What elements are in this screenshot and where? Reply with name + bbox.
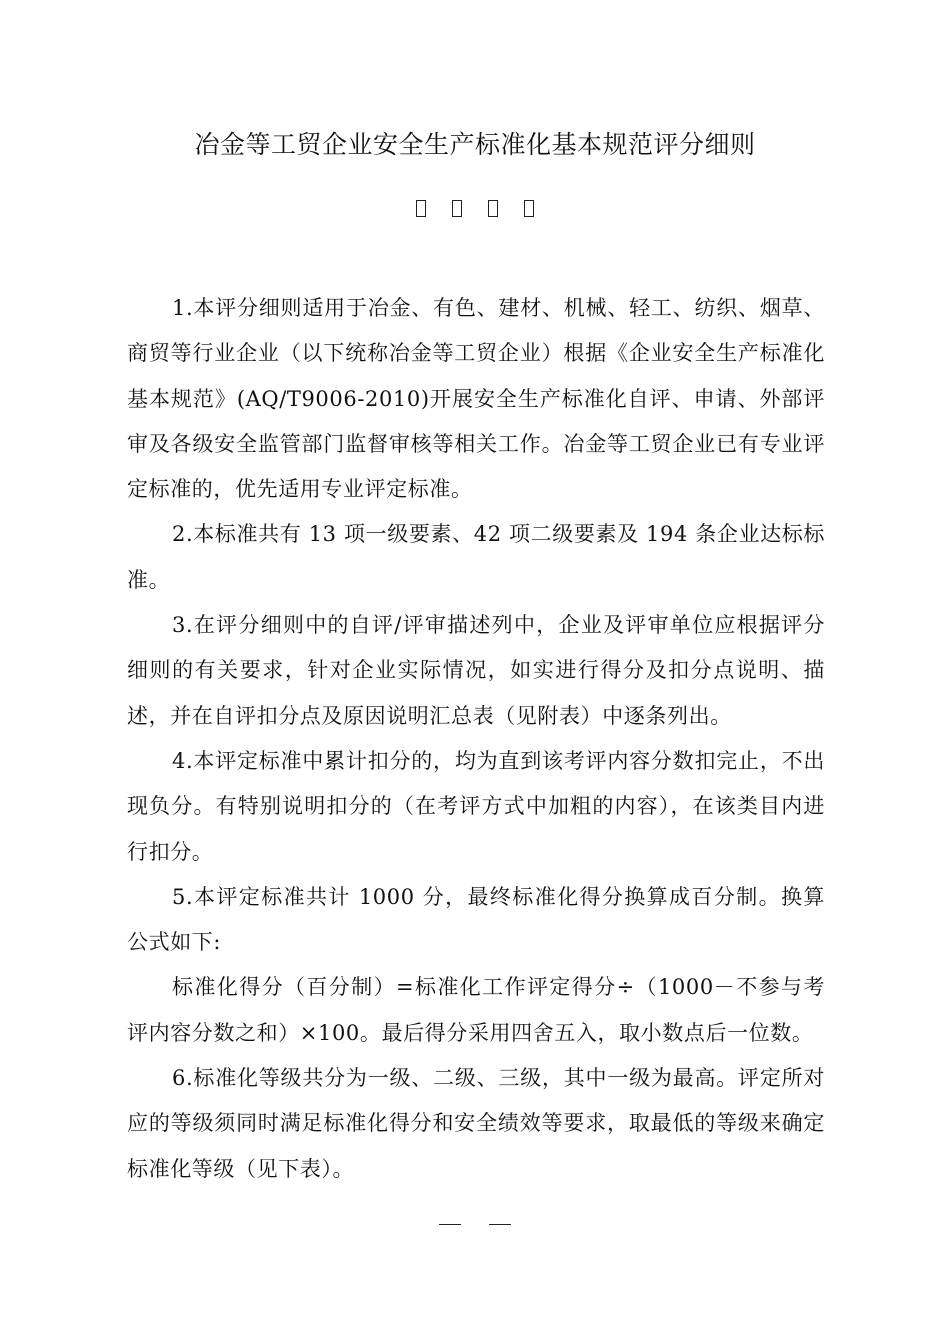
document-title: 冶金等工贸企业安全生产标准化基本规范评分细则 [194,130,756,159]
paragraph-5: 5.本评定标准共计 1000 分，最终标准化得分换算成百分制。换算公式如下: [127,884,825,955]
paragraph-formula: 标准化得分（百分制）=标准化工作评定得分÷（1000－不参与考评内容分数之和）×100。最后得分采用四舍五入，取小数点后一位数。 [127,975,825,1045]
page-footer [0,1224,950,1225]
paragraph-6: 6.标准化等级共分为一级、二级、三级，其中一级为最高。评定所对应的等级须同时满足标准化得分和安全绩效等要求，取最低的等级来确定标准化等级（见下表）。 [127,1066,825,1181]
missing-glyph-box [416,200,426,217]
paragraph-4: 4.本评定标准中累计扣分的，均为直到该考评内容分数扣完止，不出现负分。有特别说明扣分的（在考评方式中加粗的内容），在该类目内进行扣分。 [127,748,825,864]
footer-dash [489,1224,511,1225]
missing-glyph-box [452,200,462,217]
paragraph-3: 3.在评分细则中的自评/评审描述列中，企业及评审单位应根据评分细则的有关要求，针对企业实际情况，如实进行得分及扣分点说明、描述，并在自评扣分点及原因说明汇总表（见附表）中逐条列出。 [127,613,825,728]
footer-dash [439,1224,461,1225]
paragraph-2: 2.本标准共有 13 项一级要素、42 项二级要素及 194 条企业达标标准。 [127,522,825,592]
missing-glyph-box [488,200,498,217]
subtitle-missing-glyphs [0,200,950,217]
missing-glyph-box [524,200,534,217]
document-body [127,286,825,1192]
paragraph-1: 1.本评分细则适用于冶金、有色、建材、机械、轻工、纺织、烟草、商贸等行业企业（以下统称冶金等工贸企业）根据《企业安全生产标准化基本规范》(AQ/T9006-2010)开展安全生产标准化自评、申请、外部评审及各级安全监管部门监督审核等相关工作。冶金等工贸企业已有专业评定标准的，优先适用专业评定标准。 [127,296,825,502]
